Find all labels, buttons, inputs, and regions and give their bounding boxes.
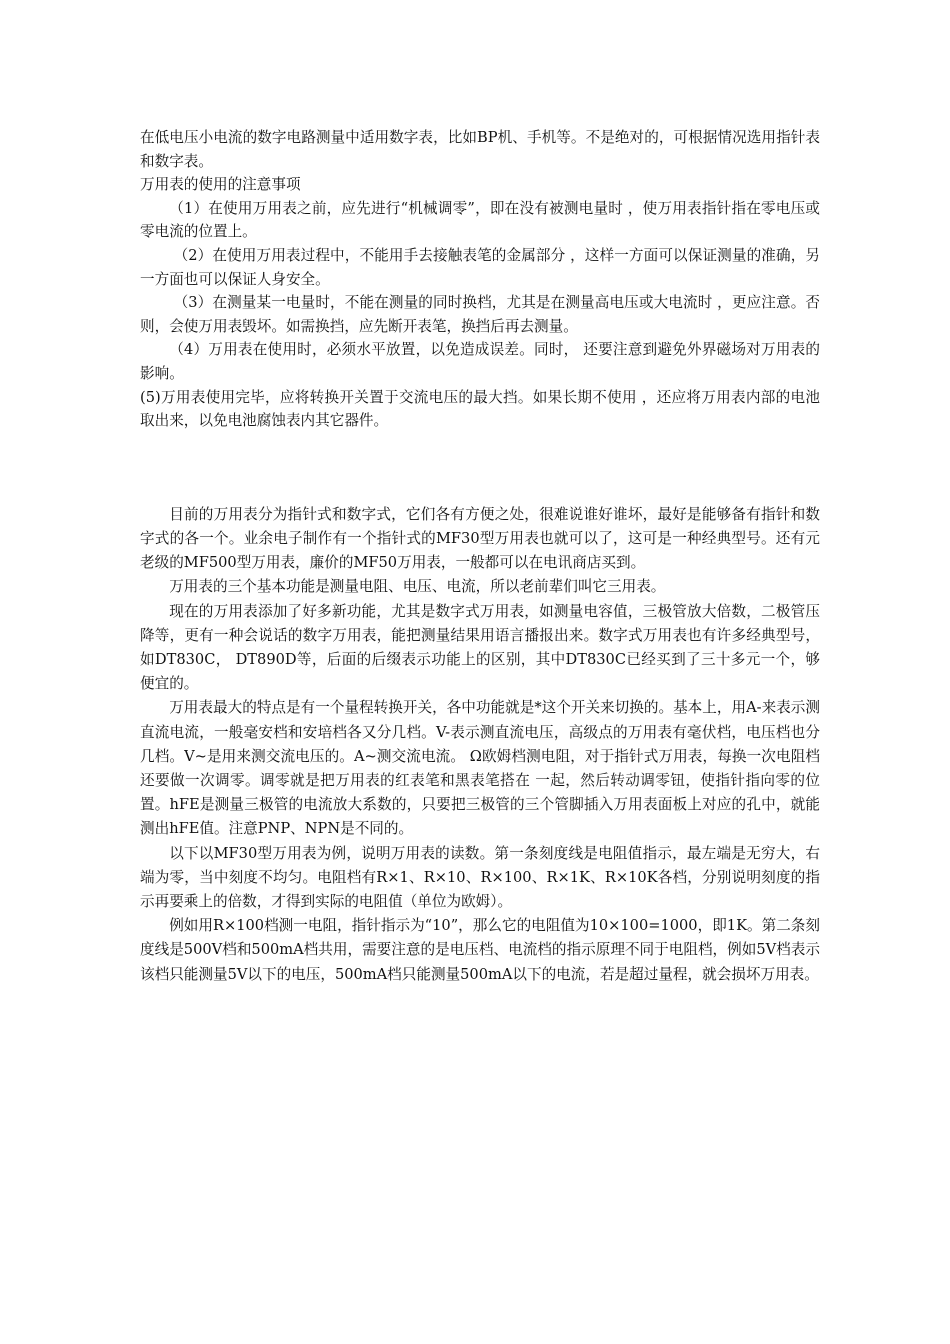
paragraph-new-functions: 现在的万用表添加了好多新功能，尤其是数字式万用表，如测量电容值，三极管放大倍数，二极管压降等，更有一种会说话的数字万用表，能把测量结果用语言播报出来。数字式万用表也有许多经典型号，如DT830C， DT890D等，后面的后缀表示功能上的区别，其中DT830C已经买到了三十多元一个，够便宜的。 [140, 602, 820, 693]
paragraph-intro: 在低电压小电流的数字电路测量中适用数字表，比如BP机、手机等。不是绝对的，可根据情况选用指针表和数字表。 [140, 129, 820, 170]
paragraph-note-4: （4）万用表在使用时，必须水平放置，以免造成误差。同时， 还要注意到避免外界磁场对万用表的影响。 [140, 341, 820, 382]
section-one [140, 126, 820, 433]
section-divider-space [140, 433, 820, 503]
paragraph-reading-example: 以下以MF30型万用表为例，说明万用表的读数。第一条刻度线是电阻值指示，最左端是无穷大，右端为零，当中刻度不均匀。电阻档有R×1、R×10、R×100、R×1K、R×10K各档，分别说明刻度的指示再要乘上的倍数，才得到实际的电阻值（单位为欧姆）。 [140, 844, 820, 910]
paragraph-basic-functions: 万用表的三个基本功能是测量电阻、电压、电流，所以老前辈们叫它三用表。 [169, 578, 666, 596]
paragraph-range-switch: 万用表最大的特点是有一个量程转换开关，各中功能就是*这个开关来切换的。基本上，用A-来表示测直流电流，一般毫安档和安培档各又分几档。V-表示测直流电压，高级点的万用表有毫伏档，电压档也分几档。V~是用来测交流电压的。A~测交流电流。 Ω欧姆档测电阻，对于指针式万用表，每换一次电阻档还要做一次调零。调零就是把万用表的红表笔和黑表笔搭在 一起，然后转动调零钮，使指针指向零的位置。hFE是测量三极管的电流放大系数的，只要把三极管的三个管脚插入万用表面板上对应的孔中，就能测出hFE值。注意PNP、NPN是不同的。 [140, 699, 820, 838]
paragraph-note-3: （3）在测量某一电量时，不能在测量的同时换档，尤其是在测量高电压或大电流时 ，更应注意。否则，会使万用表毁坏。如需换挡，应先断开表笔，换挡后再去测量。 [140, 294, 820, 335]
paragraph-resistance-example: 例如用R×100档测一电阻，指针指示为“10”，那么它的电阻值为10×100=1000，即1K。第二条刻度线是500V档和500mA档共用，需要注意的是电压档、电流档的指示原理不同于电阻档，例如5V档表示该档只能测量5V以下的电压，500mA档只能测量500mA以下的电流，若是超过量程，就会损坏万用表。 [140, 917, 820, 983]
section-two [140, 503, 820, 987]
document-page [140, 126, 820, 987]
section-heading: 万用表的使用的注意事项 [140, 176, 301, 194]
paragraph-note-1: （1）在使用万用表之前，应先进行“机械调零”，即在没有被测电量时 ，使万用表指针指在零电压或零电流的位置上。 [140, 199, 820, 241]
paragraph-types: 目前的万用表分为指针式和数字式，它们各有方便之处，很难说谁好谁坏，最好是能够备有指针和数字式的各一个。业余电子制作有一个指针式的MF30型万用表也就可以了，这可是一种经典型号。还有元老级的MF500型万用表，廉价的MF50万用表，一般都可以在电讯商店买到。 [140, 505, 820, 572]
paragraph-note-5: (5)万用表使用完毕，应将转换开关置于交流电压的最大挡。如果长期不使用 ，还应将万用表内部的电池取出来，以免电池腐蚀表内其它器件。 [140, 388, 820, 430]
paragraph-note-2: （2）在使用万用表过程中，不能用手去接触表笔的金属部分 ，这样一方面可以保证测量的准确，另一方面也可以保证人身安全。 [140, 246, 820, 288]
